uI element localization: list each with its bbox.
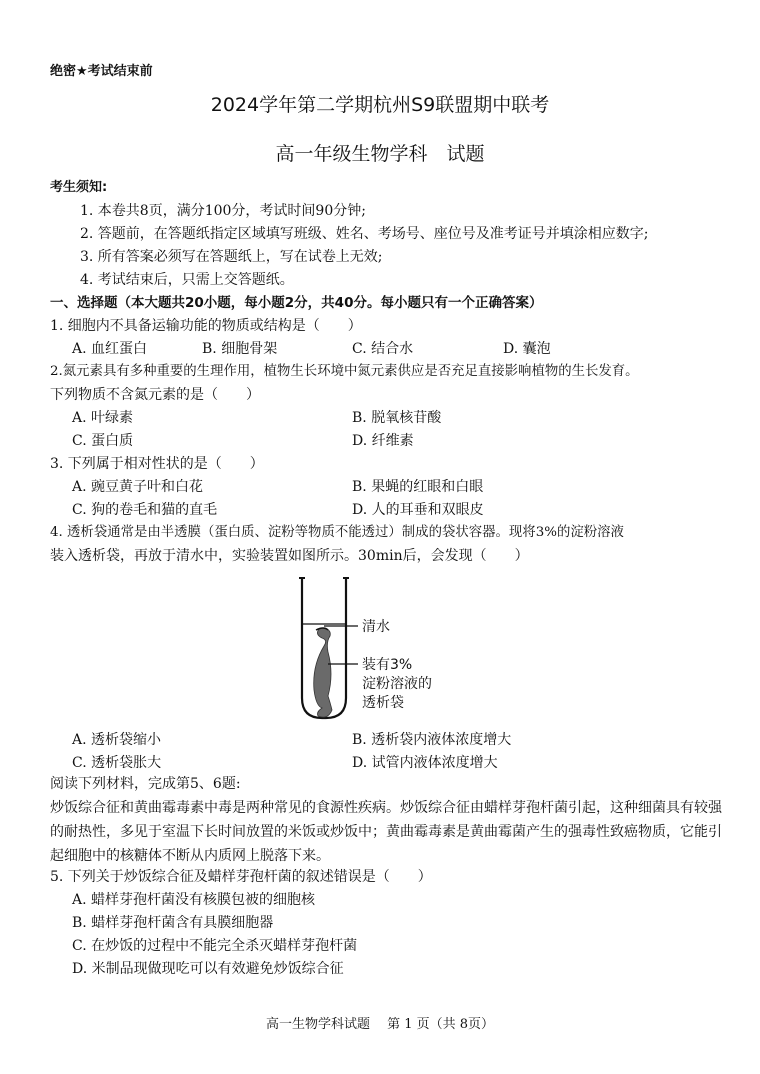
question-5-option-d: D. 米制品现做现吃可以有效避免炒饭综合征 xyxy=(72,961,344,977)
confidential-mark: 绝密★考试结束前 xyxy=(50,64,153,79)
reading-passage: 炒饭综合征和黄曲霉毒素中毒是两种常见的食源性疾病。炒饭综合征由蜡样芽孢杆菌引起，这种细菌具有较强的耐热性，多见于室温下长时间放置的米饭或炒饭中；黄曲霉毒素是黄曲霉菌产生的强毒性致癌物质，它能引起细胞中的核糖体不断从内质网上脱落下来。 xyxy=(50,800,722,864)
notice-item: 3. 所有答案必须写在答题纸上，写在试卷上无效; xyxy=(80,249,383,265)
question-2-option-d: D. 纤维素 xyxy=(352,433,414,449)
question-2-stem-cont: 下列物质不含氮元素的是（ ） xyxy=(50,387,260,403)
question-4-option-d: D. 试管内液体浓度增大 xyxy=(352,755,498,771)
exam-subtitle: 高一年级生物学科 试题 xyxy=(275,143,485,165)
question-1-option-b: B. 细胞骨架 xyxy=(202,341,278,357)
question-4-stem: 4. 透析袋通常是由半透膜（蛋白质、淀粉等物质不能透过）制成的袋状容器。现将3%的淀粉溶液 xyxy=(50,525,624,540)
label-water: 清水 xyxy=(362,619,390,635)
question-4-stem-cont: 装入透析袋，再放于清水中，实验装置如图所示。30min后，会发现（ ） xyxy=(50,548,529,564)
question-1-stem: 1. 细胞内不具备运输功能的物质或结构是（ ） xyxy=(50,318,362,334)
question-3-stem: 3. 下列属于相对性状的是（ ） xyxy=(50,456,264,472)
question-3-option-a: A. 豌豆黄子叶和白花 xyxy=(72,479,204,495)
notice-item: 1. 本卷共8页，满分100分，考试时间90分钟; xyxy=(80,203,366,219)
notice-item: 2. 答题前，在答题纸指定区域填写班级、姓名、考场号、座位号及准考证号并填涂相应数字; xyxy=(80,226,649,242)
label-bag-line2: 淀粉溶液的 xyxy=(362,676,432,692)
question-3-option-d: D. 人的耳垂和双眼皮 xyxy=(352,502,484,518)
notice-heading: 考生须知: xyxy=(50,180,108,195)
question-5-option-c: C. 在炒饭的过程中不能完全杀灭蜡样芽孢杆菌 xyxy=(72,938,358,954)
dialysis-bag xyxy=(314,628,332,717)
question-5-option-a: A. 蜡样芽孢杆菌没有核膜包被的细胞核 xyxy=(72,892,316,908)
question-4-option-b: B. 透析袋内液体浓度增大 xyxy=(352,732,512,748)
dialysis-bag-figure xyxy=(280,570,480,725)
label-bag-line1: 装有3% xyxy=(362,657,413,673)
question-2-option-c: C. 蛋白质 xyxy=(72,433,134,449)
question-2-option-b: B. 脱氧核苷酸 xyxy=(352,410,442,426)
question-4-option-c: C. 透析袋胀大 xyxy=(72,755,162,771)
question-2-option-a: A. 叶绿素 xyxy=(72,410,134,426)
question-1-option-c: C. 结合水 xyxy=(352,341,414,357)
question-5-stem: 5. 下列关于炒饭综合征及蜡样芽孢杆菌的叙述错误是（ ） xyxy=(50,869,432,885)
question-3-option-b: B. 果蝇的红眼和白眼 xyxy=(352,479,484,495)
question-1-option-a: A. 血红蛋白 xyxy=(72,341,148,357)
section-heading: 一、选择题（本大题共20小题，每小题2分，共40分。每小题只有一个正确答案） xyxy=(50,295,543,311)
exam-title: 2024学年第二学期杭州S9联盟期中联考 xyxy=(210,94,550,116)
question-2-stem: 2.氮元素具有多种重要的生理作用，植物生长环境中氮元素供应是否充足直接影响植物的生长发育。 xyxy=(50,364,639,379)
question-1-option-d: D. 囊泡 xyxy=(503,341,551,357)
question-5-option-b: B. 蜡样芽孢杆菌含有具膜细胞器 xyxy=(72,915,274,931)
label-bag-line3: 透析袋 xyxy=(362,695,404,711)
question-3-option-c: C. 狗的卷毛和猫的直毛 xyxy=(72,502,218,518)
question-4-option-a: A. 透析袋缩小 xyxy=(72,732,162,748)
page-footer: 高一生物学科试题 第 1 页（共 8页） xyxy=(265,1017,495,1032)
notice-item: 4. 考试结束后，只需上交答题纸。 xyxy=(80,272,294,288)
reading-intro: 阅读下列材料，完成第5、6题: xyxy=(50,776,241,792)
